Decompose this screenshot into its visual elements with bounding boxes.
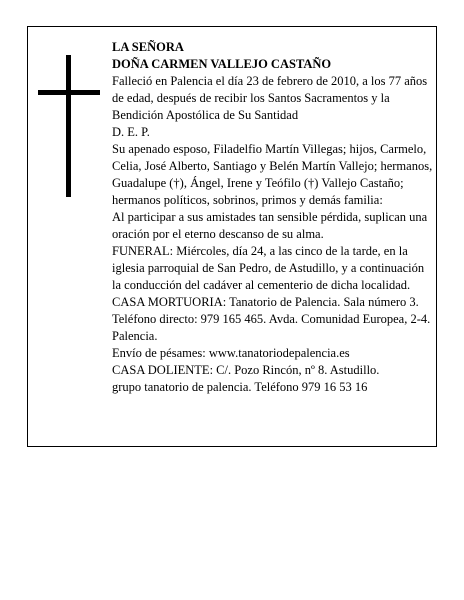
cross-vertical-bar: [66, 55, 71, 197]
latin-cross-icon: [38, 55, 100, 197]
header-title: LA SEÑORA: [112, 40, 184, 54]
condolences-website: Envío de pésames: www.tanatoriodepalencia.es: [112, 346, 350, 360]
funeral-home-phone: grupo tanatorio de palencia. Teléfono 979 16 53 16: [112, 380, 368, 394]
casa-mortuoria-info: CASA MORTUORIA: Tanatorio de Palencia. Sala número 3. Teléfono directo: 979 165 465. Avda. Comunidad Europea, 2-4. Palencia.: [112, 295, 431, 343]
death-statement: Falleció en Palencia el día 23 de febrero de 2010, a los 77 años de edad, después de recibir los Santos Sacramentos y la Bendición Apostólica de Su Santidad: [112, 74, 428, 122]
funeral-info: FUNERAL: Miércoles, día 24, a las cinco de la tarde, en la iglesia parroquial de San Pedro, de Astudillo, y a continuación la conducción del cadáver al cementerio de dicha localidad.: [112, 244, 425, 292]
deceased-name: DOÑA CARMEN VALLEJO CASTAÑO: [112, 57, 332, 71]
obituary-notice: [27, 26, 437, 447]
casa-doliente-info: CASA DOLIENTE: C/. Pozo Rincón, nº 8. Astudillo.: [112, 363, 380, 377]
prayer-request: Al participar a sus amistades tan sensible pérdida, suplican una oración por el eterno descanso de su alma.: [112, 210, 428, 241]
dep-line: D. E. P.: [112, 125, 150, 139]
cross-horizontal-bar: [38, 90, 100, 95]
family-list: Su apenado esposo, Filadelfio Martín Villegas; hijos, Carmelo, Celia, José Alberto, Santiago y Belén Martín Vallejo; hermanos, Guadalupe (†), Ángel, Irene y Teófilo (†) Vallejo Castaño; hermanos políticos, sobrinos, primos y demás familia:: [112, 142, 433, 207]
obituary-text: [112, 39, 434, 396]
